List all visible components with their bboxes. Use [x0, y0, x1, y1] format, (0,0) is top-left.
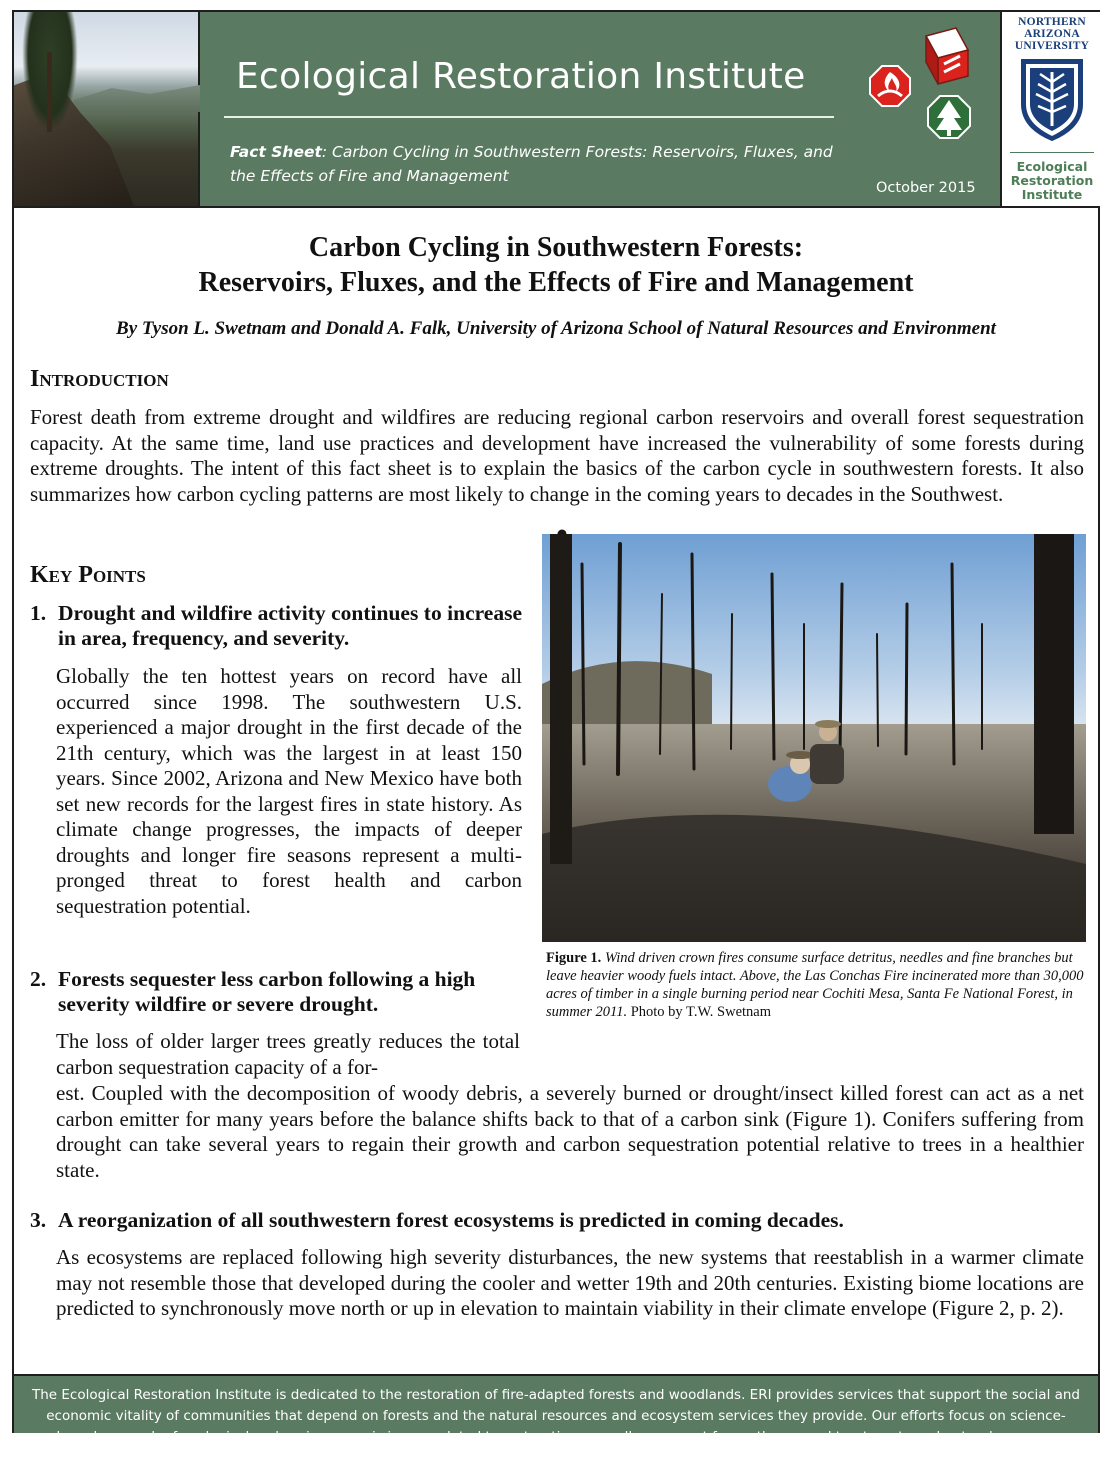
- author-byline: By Tyson L. Swetnam and Donald A. Falk, University of Arizona School of Natural Resources and Environment: [116, 318, 996, 339]
- introduction-text: Forest death from extreme drought and wildfires are reducing regional carbon reservoirs and overall forest sequestration capacity. At the same time, land use practices and development have increased the vulnerability of some forests during extreme droughts. The intent of this fact sheet is to explain the basics of the carbon cycle in southwestern forests. It also summarizes how carbon cycling patterns are most likely to change in the coming years to decades in the Southwest.: [30, 405, 1084, 506]
- figure-1-caption-text: Wind driven crown fires consume surface detritus, needles and fine branches but leave heavier woody fuels intact. Above, the Las Conchas Fire incinerated more than 30,000 acres of timber in a single burning period near Cochiti Mesa, Santa Fe National Forest, in summer 2011.: [546, 950, 1084, 1020]
- footer-banner: [12, 1374, 1100, 1466]
- document-title: Carbon Cycling in Southwestern Forests: Reservoirs, Fluxes, and the Effects of Fire and Management: [198, 232, 914, 298]
- publication-date: October 2015: [876, 180, 976, 196]
- burned-forest-photo: [542, 534, 1086, 942]
- key-point-1-heading: 1. Drought and wildfire activity continues to increase in area, frequency, and severity.: [30, 601, 522, 650]
- key-points-heading: Key Points: [30, 562, 146, 588]
- eri-wordmark: Ecological Restoration Institute: [1010, 159, 1094, 202]
- nau-logo-panel: [1000, 12, 1100, 206]
- key-point-2-text-top: The loss of older larger trees greatly reduces the total carbon sequestration capacity of a for-: [56, 1029, 520, 1079]
- key-point-3-heading: 3. A reorganization of all southwestern forest ecosystems is predicted in coming decades.: [30, 1208, 844, 1232]
- header-subtitle: [230, 140, 840, 188]
- footer-text: The Ecological Restoration Institute is dedicated to the restoration of fire-adapted forests and woodlands. ERI provides services that support the social and economic vitality of communities that depend on forests and the natural resources and ecosystem services they provide. Our efforts focus on science-based research of ecological and socioeconomic issues related to restoration, as well as support for on-the-ground treatments and natural resource management.: [31, 1387, 1081, 1466]
- fact-sheet-title: : Carbon Cycling in Southwestern Forests: Reservoirs, Fluxes, and the Effects of Fire and Management: [230, 143, 833, 185]
- figure-1-caption: [546, 949, 1084, 1021]
- header-landscape-photo: [14, 12, 200, 206]
- key-point-3-text: As ecosystems are replaced following high severity disturbances, the new systems that reestablish in a warmer climate may not resemble those that developed during the cooler and wetter 19th and 20th centuries. Existing biome locations are predicted to synchronously move north or up in elevation to maintain viability in their climate envelope (Figure 2, p. 2).: [56, 1245, 1084, 1320]
- key-point-2-heading: 2. Forests sequester less carbon following a high severity wildfire or severe drought.: [30, 967, 476, 1016]
- header-divider: [224, 116, 834, 118]
- key-point-1-text: Globally the ten hottest years on record have all occurred since 1998. The southwestern U.S. experienced a major drought in the first decade of the 21th century, which was the largest in at least 150 years. Since 2002, Arizona and New Mexico have both set new records for the largest fires in state history. As climate change progresses, the impacts of deeper droughts and longer fire seasons represent a multi-pronged threat to forest health and carbon sequestration potential.: [56, 664, 522, 918]
- figure-1-credit: Photo by T.W. Swetnam: [627, 1004, 772, 1020]
- fact-sheet-label: Fact Sheet: [230, 143, 322, 161]
- eri-logo-icon: [864, 26, 994, 156]
- nau-divider: [1010, 152, 1094, 153]
- nau-shield-icon: [1018, 56, 1086, 142]
- nau-wordmark: NORTHERN ARIZONA UNIVERSITY: [1014, 16, 1090, 52]
- introduction-heading: Introduction: [30, 366, 169, 392]
- key-point-2-text-bottom: est. Coupled with the decomposition of woody debris, a severely burned or drought/insect killed forest can act as a net carbon emitter for many years before the balance shifts back to that of a carbon sink (Figure 1). Conifers suffering from drought can take several years to regain their growth and carbon sequestration potential relative to trees in a healthier state.: [56, 1081, 1084, 1182]
- header-banner: [12, 10, 1100, 208]
- figure-1-label: Figure 1.: [546, 950, 602, 966]
- header-title: Ecological Restoration Institute: [236, 56, 806, 97]
